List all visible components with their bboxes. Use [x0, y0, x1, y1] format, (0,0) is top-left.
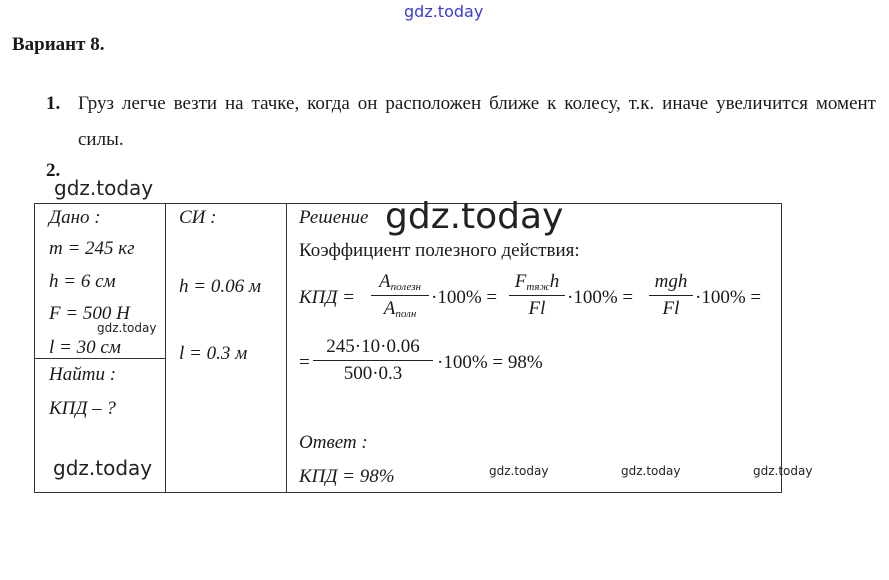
watermark-top: gdz.today: [404, 2, 484, 21]
si-line-length: l = 0.3 м: [179, 343, 248, 364]
percent-3: ·100% =: [695, 287, 762, 308]
task-1: [46, 86, 876, 158]
watermark-small-4: gdz.today: [753, 464, 813, 478]
column-divider-1: [165, 204, 166, 492]
fraction-numeric-denominator: 500·0.3: [343, 363, 403, 384]
fraction-bar: [371, 295, 429, 296]
kpd-label: КПД =: [299, 287, 355, 308]
solution-header: Решение: [299, 207, 369, 228]
watermark-solution: gdz.today: [385, 196, 564, 237]
fraction-work-numerator: [371, 271, 429, 293]
watermark-given: gdz.today: [53, 456, 153, 480]
work-useful-symbol: A: [379, 271, 391, 292]
percent-2: ·100% =: [567, 287, 634, 308]
work-useful-subscript: полезн: [390, 281, 421, 293]
page-title: Вариант 8.: [12, 34, 105, 55]
given-header: Дано :: [49, 207, 101, 228]
work-total-subscript: полн: [395, 308, 417, 320]
height-symbol: h: [549, 271, 560, 292]
fraction-bar: [509, 295, 565, 296]
fraction-mgh: [649, 271, 693, 320]
result-line: ·100% = 98%: [437, 352, 543, 373]
watermark-small-1: gdz.today: [97, 321, 157, 335]
task-2-number: 2.: [46, 160, 61, 181]
find-header: Найти :: [49, 364, 117, 385]
fraction-numeric-numerator: 245·10·0.06: [326, 336, 420, 357]
fraction-bar: [649, 295, 693, 296]
fraction-work-denominator: [371, 298, 429, 320]
solution-intro: Коэффициент полезного действия:: [299, 240, 580, 261]
column-divider-2: [286, 204, 287, 492]
fraction-bar: [313, 360, 433, 361]
watermark-small-2: gdz.today: [489, 464, 549, 478]
fraction-force: [509, 271, 565, 320]
answer-header: Ответ :: [299, 432, 368, 453]
find-value: КПД – ?: [49, 398, 116, 419]
watermark-small-3: gdz.today: [621, 464, 681, 478]
given-line-height: h = 6 см: [49, 271, 116, 292]
solution-table: [34, 196, 813, 493]
given-line-mass: m = 245 кг: [49, 238, 135, 259]
task-1-text: Груз легче везти на тачке, когда он расположен ближе к колесу, т.к. иначе увеличится момент силы.: [78, 93, 876, 150]
given-line-force: F = 500 Н: [49, 303, 130, 324]
answer-value: КПД = 98%: [299, 466, 395, 487]
si-line-height: h = 0.06 м: [179, 276, 261, 297]
task-1-number: 1.: [46, 93, 61, 114]
work-total-symbol: A: [383, 298, 396, 319]
given-line-length: l = 30 см: [49, 337, 121, 358]
fraction-work: [371, 271, 429, 320]
force-subscript: тяж: [526, 281, 550, 293]
si-header: СИ :: [179, 207, 217, 228]
watermark-table-top: gdz.today: [54, 176, 154, 200]
fraction-numeric: [313, 336, 433, 385]
fraction-force-denominator: Fl: [528, 298, 546, 319]
equals-sign: =: [299, 352, 310, 373]
fraction-force-numerator: [509, 271, 565, 293]
fraction-mgh-denominator: Fl: [662, 298, 680, 319]
fraction-mgh-numerator: mgh: [654, 271, 688, 292]
force-symbol: F: [514, 271, 527, 292]
percent-1: ·100% =: [431, 287, 498, 308]
